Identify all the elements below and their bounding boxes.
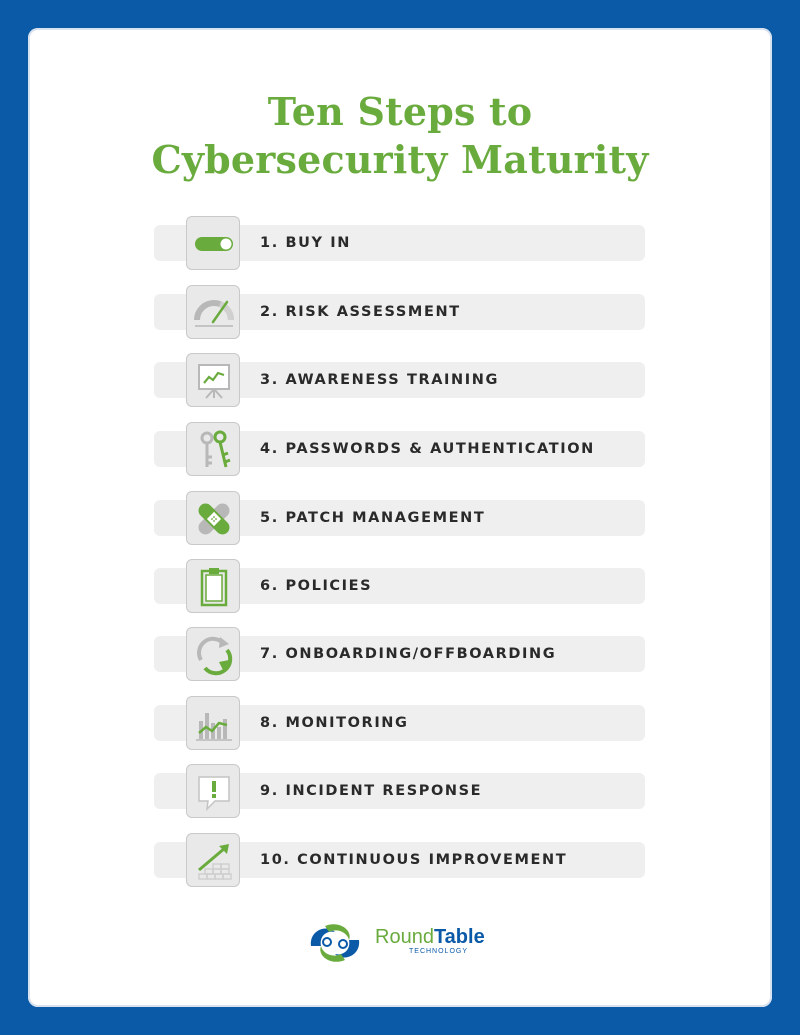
toggle-switch-icon xyxy=(186,216,240,270)
cycle-arrows-icon xyxy=(186,627,240,681)
bandage-icon xyxy=(186,491,240,545)
step-2-label: 2. RISK ASSESSMENT xyxy=(260,304,461,320)
title-line-1: Ten Steps to xyxy=(267,89,533,134)
gauge-icon xyxy=(186,285,240,339)
rising-arrow-icon xyxy=(186,833,240,887)
presentation-board-icon xyxy=(186,353,240,407)
page-title xyxy=(0,88,800,184)
logo-subtitle: TECHNOLOGY xyxy=(409,948,469,955)
alert-speech-bubble-icon xyxy=(186,764,240,818)
step-8-label: 8. MONITORING xyxy=(260,715,409,731)
title-line-2: Cybersecurity Maturity xyxy=(151,137,649,182)
logo-brand-name xyxy=(375,926,485,948)
step-3-label: 3. AWARENESS TRAINING xyxy=(260,372,500,388)
step-9-label: 9. INCIDENT RESPONSE xyxy=(260,783,483,799)
step-6-label: 6. POLICIES xyxy=(260,578,373,594)
clipboard-icon xyxy=(186,559,240,613)
roundtable-logo xyxy=(305,916,505,970)
step-10-label: 10. CONTINUOUS IMPROVEMENT xyxy=(260,852,568,868)
monitoring-chart-icon xyxy=(186,696,240,750)
roundtable-logo-mark xyxy=(305,916,365,970)
keys-icon xyxy=(186,422,240,476)
step-1-label: 1. BUY IN xyxy=(260,235,351,251)
step-5-label: 5. PATCH MANAGEMENT xyxy=(260,510,486,526)
logo-brand-part1: Round xyxy=(375,926,434,948)
logo-brand-part2: Table xyxy=(433,926,485,948)
step-4-label: 4. PASSWORDS & AUTHENTICATION xyxy=(260,441,595,457)
step-7-label: 7. ONBOARDING/OFFBOARDING xyxy=(260,646,557,662)
